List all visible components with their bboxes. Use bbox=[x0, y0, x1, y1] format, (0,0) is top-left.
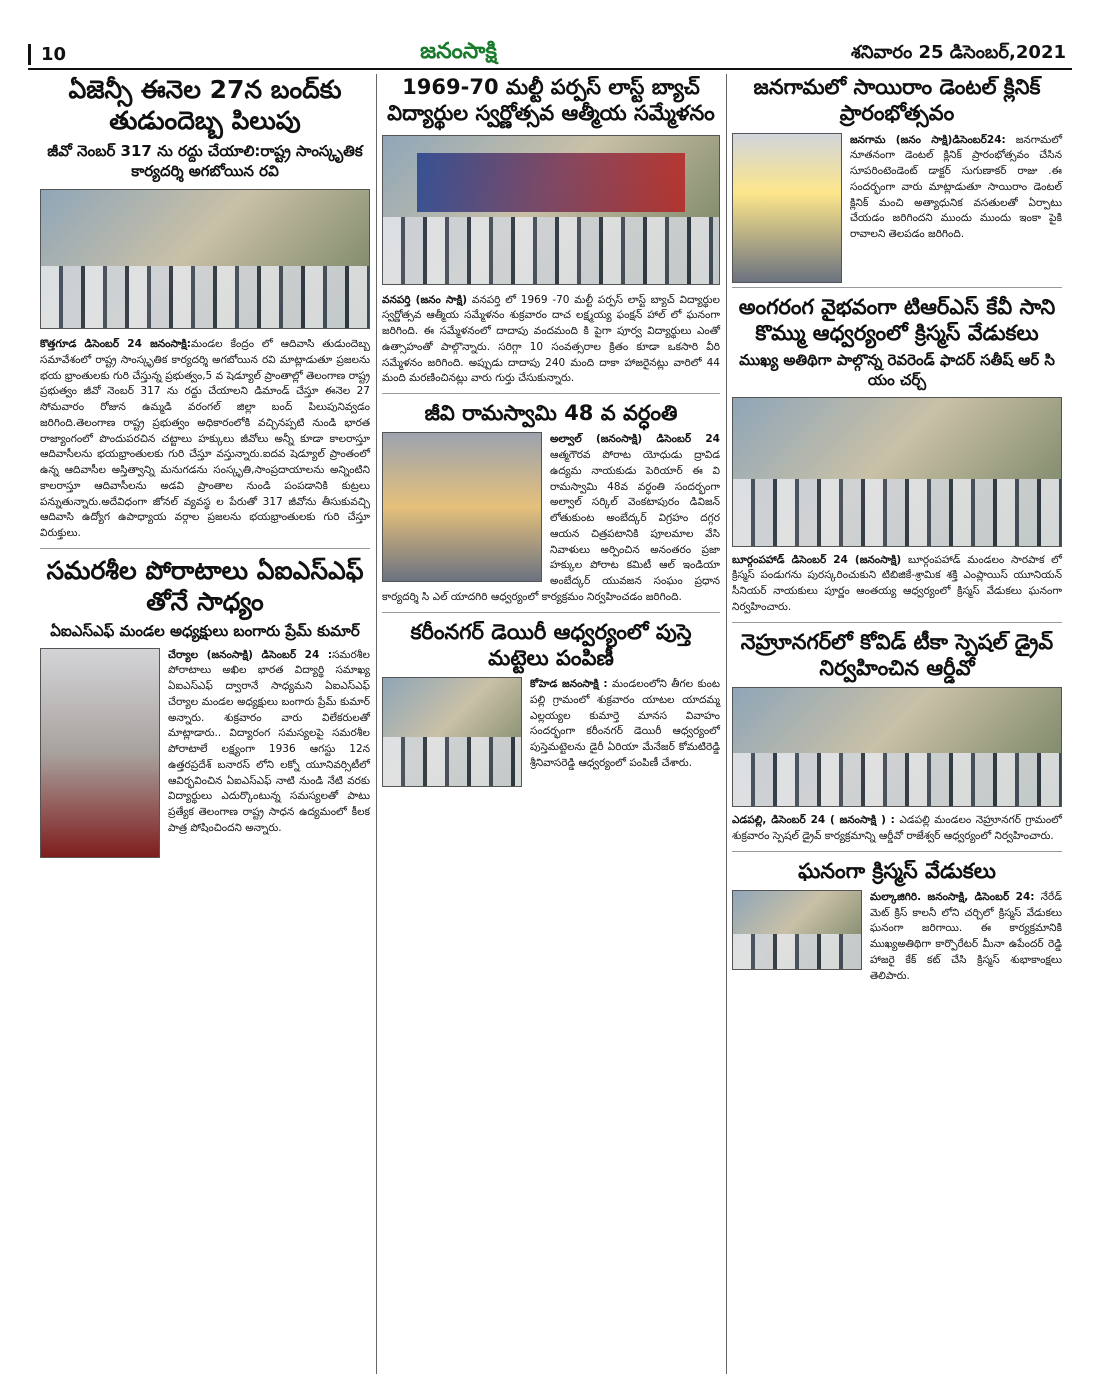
article-body: జనగామ (జనం సాక్షి)డిసెంబర్24: జనగామలో నూతనంగా డెంటల్ క్లినిక్ ప్రారంభోత్సవం చేసిన సూపరింటెండెంట్ డాక్టర్ సుగుణాకర్ రాజు .ఈ సందర్భంగా వారు మాట్లాడుతూ సాయిరాం డెంటల్ క్లినిక్ మంచి అత్యాధునిక వసతులతో ఏర్పాటు చేయడం జరిగిందని ముందు ముందు ఇంకా పైకి రావాలని తెలపడం జరిగింది. bbox=[850, 133, 1062, 240]
article-body: మల్కాజిగిరి. జనంసాక్షి, డిసెంబర్ 24: నేరేడ్ మెట్ క్రిస్ కాలనీ లోని చర్చిలో క్రిస్మస్ వేడుకలు ఘనంగా జరిగాయి. ఈ కార్యక్రమానికి ముఖ్యఅతిథిగా కార్పొరేటర్ మీనా ఉపేందర్ రెడ్డి హాజరై కేక్ కట్ చేసి క్రిస్మస్ శుభాకాంక్షలు తెలిపారు. bbox=[870, 890, 1063, 982]
article-photo bbox=[732, 890, 862, 970]
article-body: చేర్యాల (జనంసాక్షి) డిసెంబర్ 24 :సమరశీల పోరాటాలు అఖిల భారత విద్యార్థి సమాఖ్య ఏఐఎస్ఎఫ్ ద్వారానే సాధ్యమని ఏఐఎస్ఎఫ్ చేర్యాల మండల అధ్యక్షులు బంగారు ప్రేమ్ కుమార్ అన్నారు. శుక్రవారం వారు విలేకరులతో మాట్లాడారు.. విద్యారంగ సమస్యలపై సమరశీల పోరాటాలే లక్ష్యంగా 1936 ఆగస్టు 12న ఉత్తరప్రదేశ్ బనారస్ లోని లక్నో యూనివర్సిటీలో ఆవిర్భవించిన ఏఐఎస్ఎఫ్ నాటి నుండి నేటి వరకు విద్యార్థులు ఎదుర్కొంటున్న సమస్యలతో పాటు ప్రత్యేక తెలంగాణ రాష్ట్ర సాధన ఉద్యమంలో కీలక పాత్ర పోషించిందని అన్నారు. bbox=[168, 648, 370, 834]
article-photo bbox=[40, 189, 370, 329]
divider bbox=[382, 612, 720, 613]
article-photo bbox=[732, 397, 1062, 547]
article-headline: సమరశీల పోరాటాలు ఏఐఎస్‌ఎఫ్ తోనే సాధ్యం bbox=[46, 555, 364, 616]
article-body: ఎడపల్లి, డిసెంబర్ 24 ( జనంసాక్షి ) : ఎడపల్లి మండలం నెహ్రూనగర్ గ్రామంలో శుక్రవారం స్పెషల్ డ్రైవ్ కార్యక్రమాన్ని ఆర్డీవో రాజేశ్వర్ ఆధ్వర్యంలో నిర్వహించారు. bbox=[732, 814, 1062, 842]
article-photo bbox=[732, 133, 842, 283]
article-headline: 1969-70 మల్టీ పర్పస్ లాస్ట్ బ్యాచ్ విద్యార్థుల స్వర్ణోత్సవ ఆత్మీయ సమ్మేళనం bbox=[387, 75, 715, 126]
column-divider bbox=[376, 74, 377, 1374]
column-3 bbox=[732, 74, 1062, 1374]
article-photo bbox=[382, 677, 522, 787]
column-1 bbox=[40, 74, 370, 1374]
article-headline: జీవి రామస్వామి 48 వ వర్ధంతి bbox=[424, 401, 678, 425]
issue-date: శనివారం 25 డిసెంబర్,2021 bbox=[851, 41, 1066, 63]
article-subhead: జీవో నెంబర్ 317 ను రద్దు చేయాలి:రాష్ట్ర సాంస్కృతిక కార్యదర్శి అగబోయిన రవి bbox=[47, 141, 363, 180]
page-number: 10 bbox=[28, 44, 66, 65]
article-subhead: ఏఐఎస్ఎఫ్ మండల అధ్యక్షులు బంగారు ప్రేమ్ కుమార్ bbox=[50, 622, 360, 641]
article-body: వనపర్తి (జనం సాక్షి) వనపర్తి లో 1969 -70 మల్టీ పర్పస్ లాస్ట్ బ్యాచ్ విద్యార్థుల స్వర్ణోత్సవ ఆత్మీయ సమ్మేళనం శుక్రవారం దాచ లక్ష్మయ్య ఫంక్షన్ హాల్ లో ఘనంగా జరిగింది. ఈ సమ్మేళనంలో దాదాపు వందమంది కి పైగా పూర్వ విద్యార్థులు ఎంతో ఉత్సాహంతో పాల్గొన్నారు. సరిగ్గా 10 సంవత్సరాల క్రితం కూడా ఒకసారి వీరి సమ్మేళనం జరిగింది. అప్పుడు దాదాపు 240 మంది దాకా హాజరైనట్లు వారిలో 44 మంది మరణించినట్లు వారు గుర్తు చేసుకున్నారు. bbox=[382, 293, 720, 385]
divider bbox=[382, 393, 720, 394]
article-body: కోహెడ జనంసాక్షి : మండలంలోని తీగల కుంట పల్లి గ్రామంలో శుక్రవారం యాటల యాదమ్మ ఎల్లయ్యల కుమార్తె మానస వివాహం సందర్భంగా కరీంనగర్ డెయిరీ ఆధ్వర్యంలో పుస్తెమట్టెలను డైరీ ఏరియా మేనేజర్ కోమటిరెడ్డి శ్రీనివాసరెడ్డి ఆధ్వర్యంలో పంపిణీ చేశారు. bbox=[530, 678, 720, 769]
column-divider bbox=[726, 74, 727, 1374]
masthead bbox=[28, 40, 1072, 70]
article-photo bbox=[732, 687, 1062, 807]
divider bbox=[40, 548, 370, 549]
article-body: కొత్తగూడ డిసెంబర్ 24 జనంసాక్షి:మండల కేంద్రం లో ఆదివాసి తుడుందెబ్బ సమావేశంలో రాష్ట్ర సాంస్కృతిక కార్యదర్శి అగబోయిన రవి మాట్లాడుతూ ప్రజలను భయ భ్రాంతులకు గురి చేస్తున్న ప్రభుత్వం,5 వ షెడ్యూల్ ప్రాంతాల్లో తెలంగాణ రాష్ట్ర ప్రభుత్వం జీవో నెంబర్ 317 ను రద్దు చేయాలని డిమాండ్ చేస్తూ ఈనెల 27 సోమవారం రోజున ఉమ్మడి వరంగల్ జిల్లా బంద్ పిలుపునివ్వడం జరిగింది.తెలంగాణ రాష్ట్ర ప్రభుత్వం అధికారంలోకి వచ్చినప్పటి నుండి భారత రాజ్యాంగంలో పొందుపరచిన చట్టాలు హక్కులు జీవోలు అన్నీ కూడా కాలరాస్తూ ఆదివాసీలను భయభ్రాంతులకు గురి చేస్తూ వస్తున్నారు.ఐదవ షెడ్యూల్ ప్రాంతంలో ఉన్న ఆదివాసీల అస్తిత్వాన్ని మనుగడను సంస్కృతి,సాంప్రదాయాలను అన్నింటిని కాలరాస్తూ ఆదివాసీలను అడవి ప్రాంతాల నుండి పంపడానికి కుట్రలు పన్నుతున్నారు.అదేవిధంగా జోనల్ వ్యవస్థ ల పేరుతో 317 జీవోను తీసుకువచ్చి ఆదివాసి ఉద్యోగ ఉపాధ్యాయ వర్గాల ప్రజలను భయభ్రాంతులకు గురి చేస్తూ విరుక్తులు. bbox=[40, 338, 370, 539]
article-headline: నెహ్రూనగర్‌లో కోవిడ్ టీకా స్పెషల్ డ్రైవ్ నిర్వహించిన ఆర్డీవో bbox=[740, 629, 1054, 680]
article-body: బూర్గంపహాడ్ డిసెంబర్ 24 (జనంసాక్షి) బూర్గంపహాడ్ మండలం సారపాక లో క్రిస్మస్ పండుగను పురస్కరించుకుని టిబిజికే-శ్రామిక శక్తి ఎంప్లాయిస్ యూనియన్ సీనియర్ నాయకులు పూర్ణం ఆంతయ్య ఆధ్వర్యంలో క్రిస్మస్ వేడుకలు ఘనంగా నిర్వహించారు. bbox=[732, 553, 1062, 613]
portrait-photo bbox=[40, 648, 160, 858]
article-headline: ఘనంగా క్రిస్మస్ వేడుకలు bbox=[798, 858, 996, 883]
newspaper-logo: జనంసాక్షి bbox=[420, 39, 497, 64]
article-subhead: ముఖ్య అతిథిగా పాల్గొన్న రెవరెండ్ ఫాదర్ సతీష్ ఆర్ సి యం చర్చ్ bbox=[739, 351, 1055, 390]
divider bbox=[732, 287, 1062, 288]
article-headline: ఏజెన్సీ ఈనెల 27న బంద్‌కు తుడుందెబ్బ పిలుపు bbox=[68, 75, 342, 136]
divider bbox=[732, 851, 1062, 852]
article-headline: జనగామలో సాయిరాం డెంటల్ క్లినిక్ ప్రారంభోత్సవం bbox=[753, 75, 1041, 126]
statue-photo bbox=[382, 432, 542, 582]
article-headline: కరీంనగర్ డెయిరీ ఆధ్వర్యంలో పుస్తె మట్టెలు పంపిణీ bbox=[410, 619, 692, 670]
article-photo bbox=[382, 135, 720, 285]
column-2 bbox=[382, 74, 720, 1374]
article-body: అల్వాల్ (జనంసాక్షి) డిసెంబర్ 24 ఆత్మగౌరవ పోరాట యోధుడు ద్రావిడ ఉద్యమ నాయకుడు పెరియార్ ఈ వి రామస్వామి 48వ వర్ధంతి సందర్భంగా అల్వాల్ సర్కిల్ వెంకటాపురం డివిజన్ లోతుకుంట అంబేద్కర్ విగ్రహం దగ్గర ఆయన చిత్రపటానికి పూలమాల వేసి నివాళులు అర్పించిన అనంతరం ప్రజా హక్కుల పోరాట కమిటీ ఆల్ ఇండియా అంబేద్కర్ యువజన సంఘం ప్రధాన కార్యదర్శి సి ఎల్ యాదగిరి ఆధ్వర్యంలో కార్యక్రమం నిర్వహించడం జరిగింది. bbox=[382, 433, 720, 603]
article-headline: అంగరంగ వైభవంగా టిఆర్ఎస్ కేవీ సాని కొమ్ము ఆధ్వర్యంలో క్రిస్మస్ వేడుకలు bbox=[738, 294, 1056, 345]
divider bbox=[732, 622, 1062, 623]
